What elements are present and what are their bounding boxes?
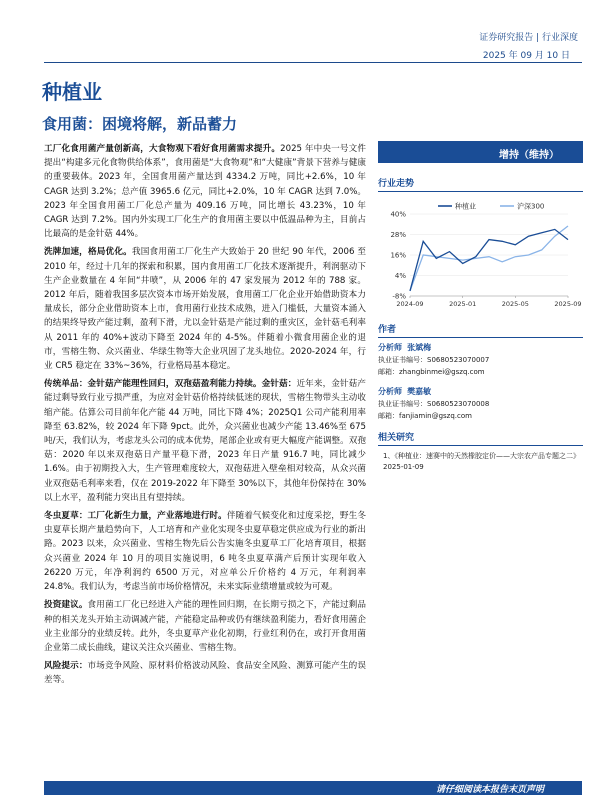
- paragraph: 冬虫夏草：工厂化新生力量，产业落地进行时。伴随着气候变化和过度采挖，野生冬虫夏草长期产量趋势向下，人工培育和产业化实现冬虫夏草稳定供应成为行业的新出路。2023 以来，众兴菌业、雪榕生物先后公告实施冬虫夏草工厂化培育项目，根据众兴菌业 2024 年 10 月的项目实施说明，6 吨冬虫夏草满产后预计实现年收入 26220 万元，年净利润约 6500 万元，对应单公斤价格约 4 万元，年利润率 24.8%。我们认为，考虑当前市场价格情况，未来实际业绩增量或较为可观。: [44, 511, 366, 593]
- sector-name: 种植业: [42, 80, 102, 104]
- paragraph: 洗牌加速，格局优化。我国食用菌工厂化生产大致始于 20 世纪 90 年代，2006 至 2010 年，经过十几年的探索和积累，国内食用菌工厂化技术逐渐提升，利润驱动下生产企业数量在 4 年间“井喷”，从 2006 年的 47 家发展为 2012 年的 788 家。2012 年后，随着我国多层次资本市场开始发展，食用菌工厂化企业开始借助资本力量成长，部分企业借助资本上市，食用菌行业技术成熟，进入门槛低，大量资本涌入的结果终导致产能过剩，盈利下滑，尤以金针菇是产能过剩的重灾区，金针菇毛利率从 2011 年的 40%+波动下降至 2024 年的 4-5%。伴随着小微食用菌企业的退市，雪榕生物、众兴菌业、华绿生物等大企业巩固了龙头地位。2020-2024 年，行业 CR5 稳定在 33%~36%，行业格局基本稳定。: [44, 247, 366, 372]
- chart-legend: [438, 202, 544, 211]
- y-tick-label: 40%: [390, 210, 406, 219]
- analyst-license: 执业证书编号：S0680523070007: [378, 356, 490, 364]
- trend-chart: [378, 198, 583, 318]
- y-tick-label: 16%: [390, 251, 406, 260]
- analyst-license: 执业证书编号：S0680523070008: [378, 400, 490, 408]
- y-axis: [390, 211, 568, 301]
- analyst-email: 邮箱：fanjiamin@gszq.com: [378, 412, 472, 420]
- series-lines: [410, 226, 568, 291]
- header-divider: [44, 62, 582, 63]
- footer-disclaimer: 请仔细阅读本报告末页声明: [435, 785, 544, 795]
- x-tick-label: 2025-09: [554, 300, 582, 308]
- footer-bar: [44, 781, 582, 795]
- series-line: [410, 229, 568, 291]
- analyst-email: 邮箱：zhangbinmei@gszq.com: [378, 368, 485, 376]
- report-type: 证券研究报告 | 行业深度: [479, 33, 578, 43]
- analyst-card: 分析师 樊嘉敏 执业证书编号：S0680523070008 邮箱：fanjiamin@gszq.com: [378, 386, 583, 422]
- paragraph: 传统单品：金针菇产能理性回归，双孢菇盈利能力持续。金针菇：近年来，金针菇产能过剩导致行业亏损严重，为应对金针菇价格持续低迷的现状，雪榕生物带头主动收缩产能。估算公司目前年化产能 44 万吨，同比下降 4%；2025Q1 公司产能利用率降至 63.82%，较 2024 年下降 9pct。此外，众兴菌业也减少产能 13.46%至 675 吨/天，我们认为，考虑龙头公司的成本优势，尾部企业或有更大幅度产能调整。双孢菇：2020 年以来双孢菇日产量平稳下滑，2023 年日产量 916.7 吨，同比减少 1.6%。由于初期投入大，生产管理难度较大，双孢菇进入壁垒相对较高，从众兴菌业双孢菇毛利率来看，仅在 2019-2022 年下降至 30%以下，其他年份保持在 30%以上水平，盈利能力突出且有望持续。: [44, 379, 366, 503]
- series-line: [410, 226, 568, 291]
- report-title: 食用菌：困境将解，新品蓄力: [42, 115, 238, 133]
- x-axis: [396, 296, 581, 308]
- paragraph: 风险提示：市场竞争风险、原材料价格波动风险、食品安全风险、测算可能产生的误差等。: [44, 661, 366, 686]
- analysts-title: 作者: [378, 322, 583, 338]
- trend-title: 行业走势: [378, 176, 583, 192]
- legend-label: 沪深300: [517, 202, 545, 211]
- x-tick-label: 2025-05: [501, 300, 529, 308]
- analyst-name: 樊嘉敏: [407, 387, 432, 396]
- analyst-name: 张斌梅: [407, 343, 432, 352]
- related-item: 1、《种植业：速赛中的天然橡胶定价——大宗农产品专题之二》 2025-01-09: [383, 452, 580, 471]
- report-date: 2025 年 09 月 10 日: [482, 51, 570, 61]
- paragraph: 工厂化食用菌产量创新高，大食物观下看好食用菌需求提升。2025 年中央一号文件提出“构建多元化食物供给体系”，食用菌是“大食物观”和“大健康”背景下营养与健康的重要载体。2023 年，全国食用菌产量达到 4334.2 万吨，同比+2.6%，10 年 CAGR 达到 3.2%；总产值 3965.6 亿元，同比+2.0%，10 年 CAGR 达到 7.0%。2023 年全国食用菌工厂化总产量为 409.16 万吨，同比增长 43.23%，10 年 CAGR 达到 7.2%。国内外实现工厂化生产的食用菌主要以中低温品种为主，目前占比最高的是金针菇 44%。: [44, 144, 366, 240]
- x-tick-label: 2025-01: [449, 300, 477, 308]
- rating-badge: 增持（维持）: [378, 141, 583, 163]
- main-body: [44, 142, 366, 692]
- y-tick-label: 28%: [390, 231, 406, 239]
- analyst-card: 分析师 张斌梅 执业证书编号：S0680523070007 邮箱：zhangbinmei@gszq.com: [378, 342, 583, 378]
- paragraph: 投资建议。食用菌工厂化已经进入产能的理性回归期，在长期亏损之下，产能过剩品种的相关龙头开始主动调减产能，产能稳定品种或仍有继续盈利能力，看好食用菌企业主业部分的业绩反转。此外，冬虫夏草产业化初期，行业红利仍在，或打开食用菌企业第二成长曲线，建议关注众兴菌业、雪榕生物。: [44, 600, 366, 653]
- related-title: 相关研究: [378, 430, 583, 446]
- y-tick-label: 4%: [394, 272, 406, 280]
- y-tick-label: -8%: [392, 292, 406, 301]
- x-tick-label: 2024-09: [396, 300, 424, 308]
- legend-label: 种植业: [455, 202, 476, 211]
